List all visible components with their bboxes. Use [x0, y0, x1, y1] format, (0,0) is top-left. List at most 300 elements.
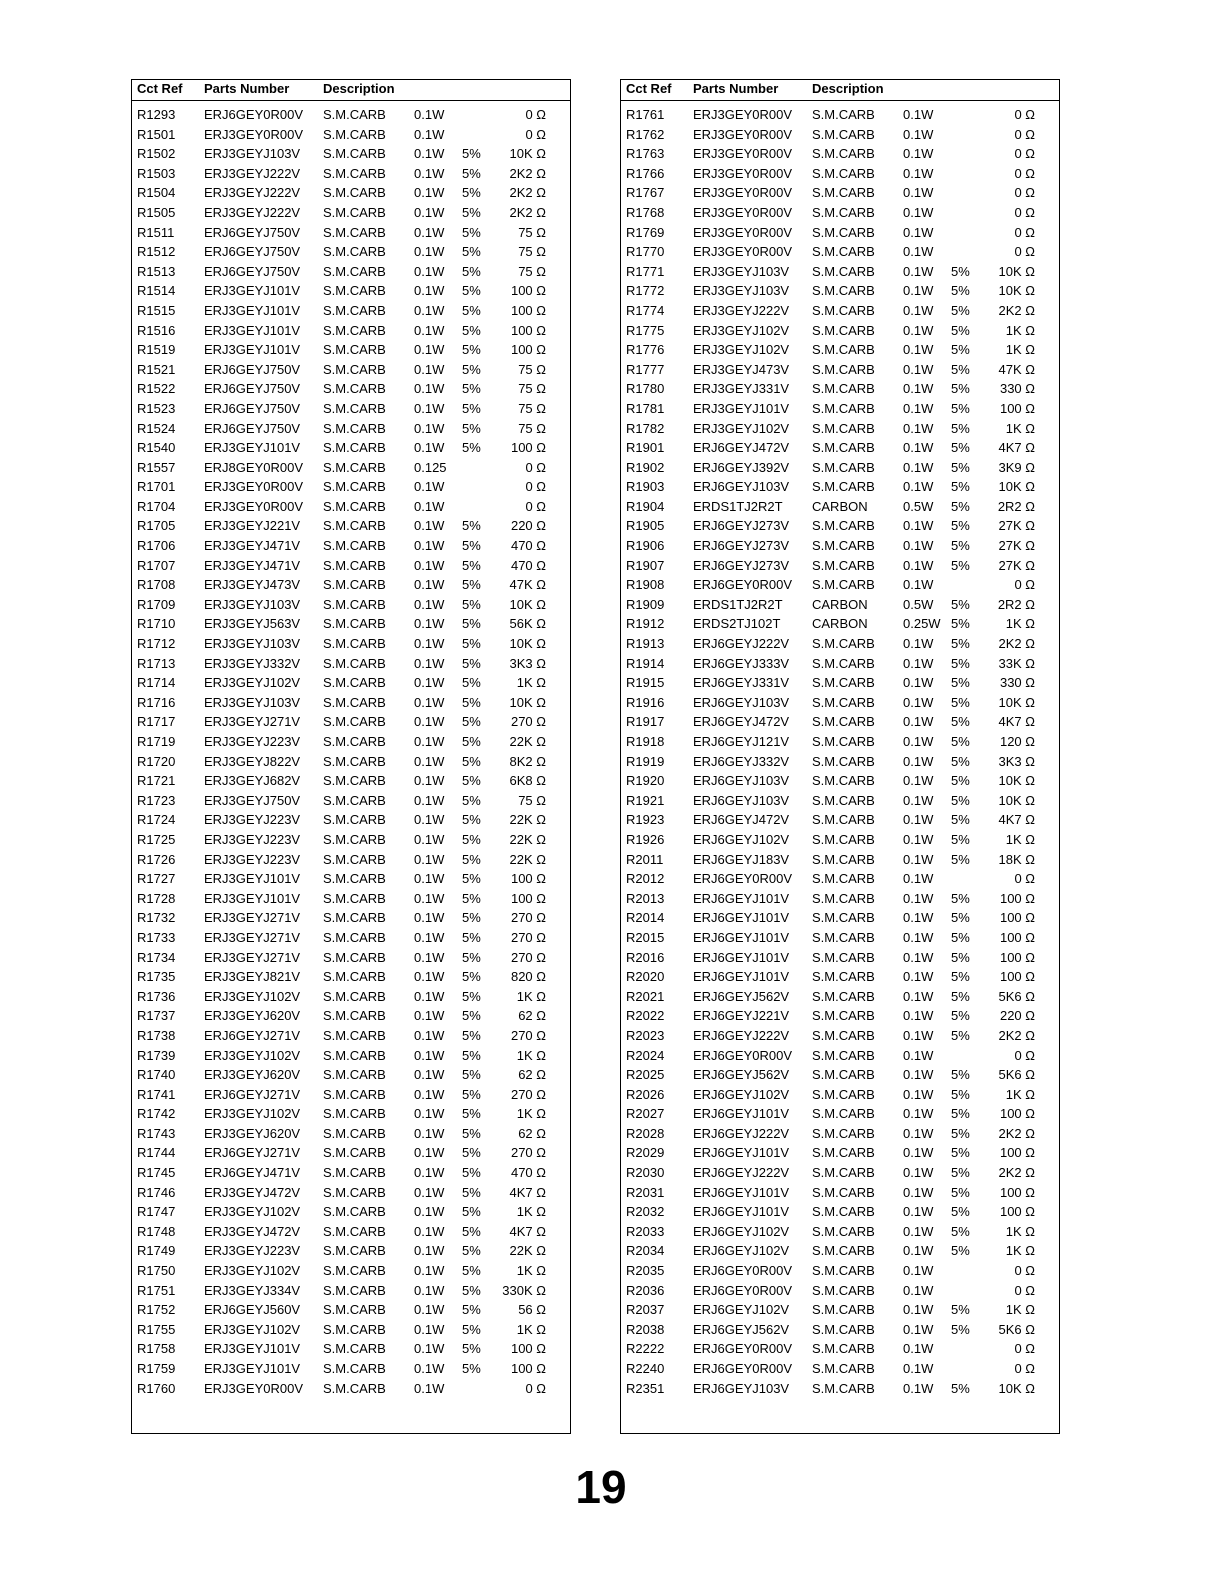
- cell-cct-ref: R2036: [626, 1282, 665, 1298]
- cell-description: S.M.CARB: [323, 1047, 386, 1063]
- cell-value: 10K Ω: [509, 146, 546, 162]
- cell-description: S.M.CARB: [812, 1204, 875, 1220]
- cell-wattage: 0.1W: [903, 1243, 934, 1259]
- cell-value: 10K Ω: [509, 694, 546, 710]
- cell-description: S.M.CARB: [323, 342, 386, 358]
- cell-wattage: 0.1W: [903, 420, 934, 436]
- table-row: [621, 1379, 1059, 1399]
- table-row: [132, 164, 570, 184]
- cell-value: 10K Ω: [998, 263, 1035, 279]
- cell-wattage: 0.1W: [903, 1086, 934, 1102]
- cell-wattage: 0.1W: [903, 1027, 934, 1043]
- cell-cct-ref: R1920: [626, 773, 665, 789]
- table-row: [621, 223, 1059, 243]
- cell-value: 10K Ω: [998, 283, 1035, 299]
- table-row: [132, 693, 570, 713]
- cell-cct-ref: R2023: [626, 1027, 665, 1043]
- cell-parts-number: ERJ6GEYJ103V: [693, 1380, 790, 1396]
- cell-cct-ref: R1557: [137, 459, 176, 475]
- cell-value: 220 Ω: [510, 518, 546, 534]
- cell-tolerance: 5%: [462, 734, 481, 749]
- cell-wattage: 0.1W: [903, 655, 934, 671]
- cell-wattage: 0.1W: [414, 165, 445, 181]
- cell-description: S.M.CARB: [812, 988, 875, 1004]
- cell-description: S.M.CARB: [812, 244, 875, 260]
- table-row: [621, 1085, 1059, 1105]
- cell-value: 100 Ω: [510, 322, 546, 338]
- cell-description: S.M.CARB: [812, 1361, 875, 1376]
- table-row: [621, 869, 1059, 889]
- cell-value: 2K2 Ω: [998, 1027, 1035, 1043]
- cell-value: 3K3 Ω: [509, 655, 546, 671]
- cell-parts-number: ERJ3GEYJ271V: [204, 929, 301, 945]
- cell-value: 0 Ω: [1014, 185, 1035, 201]
- cell-cct-ref: R1747: [137, 1204, 176, 1220]
- cell-tolerance: 5%: [951, 1243, 970, 1259]
- table-row: [132, 830, 570, 850]
- cell-description: S.M.CARB: [812, 871, 875, 887]
- cell-cct-ref: R1293: [137, 107, 176, 122]
- table-row: [621, 712, 1059, 732]
- table-row: [621, 654, 1059, 674]
- table-row: [132, 1163, 570, 1183]
- header-description: Description: [812, 81, 884, 96]
- cell-parts-number: ERJ3GEYJ223V: [204, 1243, 301, 1259]
- cell-parts-number: ERJ6GEYJ103V: [693, 773, 790, 789]
- table-row: [132, 379, 570, 399]
- cell-wattage: 0.1W: [903, 126, 934, 142]
- cell-value: 3K9 Ω: [998, 459, 1035, 475]
- cell-value: 270 Ω: [510, 929, 546, 945]
- cell-cct-ref: R2016: [626, 949, 665, 965]
- cell-cct-ref: R1740: [137, 1067, 176, 1083]
- cell-description: S.M.CARB: [812, 734, 875, 749]
- cell-description: S.M.CARB: [812, 812, 875, 828]
- cell-cct-ref: R1709: [137, 596, 176, 612]
- cell-cct-ref: R1712: [137, 636, 176, 652]
- cell-tolerance: 5%: [462, 1047, 481, 1063]
- cell-description: S.M.CARB: [812, 675, 875, 691]
- cell-wattage: 0.1W: [903, 302, 934, 318]
- cell-tolerance: 5%: [462, 616, 481, 632]
- cell-wattage: 0.1W: [414, 1361, 445, 1376]
- cell-cct-ref: R1516: [137, 322, 176, 338]
- cell-value: 100 Ω: [510, 440, 546, 456]
- cell-parts-number: ERJ3GEYJ223V: [204, 734, 301, 749]
- cell-parts-number: ERJ3GEYJ103V: [204, 596, 301, 612]
- cell-cct-ref: R1502: [137, 146, 176, 162]
- cell-cct-ref: R1513: [137, 263, 176, 279]
- cell-value: 0 Ω: [525, 479, 546, 495]
- cell-description: S.M.CARB: [323, 263, 386, 279]
- table-row: [621, 908, 1059, 928]
- table-row: [132, 1046, 570, 1066]
- table-row: [132, 1085, 570, 1105]
- cell-tolerance: 5%: [951, 714, 970, 730]
- cell-value: 62 Ω: [518, 1125, 546, 1141]
- table-row: [621, 1339, 1059, 1359]
- table-row: [621, 693, 1059, 713]
- table-body: [621, 105, 1059, 1398]
- cell-wattage: 0.1W: [414, 400, 445, 416]
- table-row: [132, 673, 570, 693]
- cell-parts-number: ERJ3GEYJ101V: [204, 440, 301, 456]
- cell-description: S.M.CARB: [323, 675, 386, 691]
- cell-description: S.M.CARB: [323, 1302, 386, 1318]
- cell-wattage: 0.1W: [903, 714, 934, 730]
- cell-parts-number: ERJ6GEY0R00V: [204, 107, 303, 122]
- cell-wattage: 0.1W: [903, 1302, 934, 1318]
- cell-wattage: 0.1W: [414, 1027, 445, 1043]
- cell-description: S.M.CARB: [812, 1243, 875, 1259]
- table-row: [132, 105, 570, 125]
- table-row: [132, 1241, 570, 1261]
- table-row: [621, 164, 1059, 184]
- table-row: [621, 1320, 1059, 1340]
- cell-value: 75 Ω: [518, 244, 546, 260]
- cell-value: 47K Ω: [509, 577, 546, 593]
- cell-description: S.M.CARB: [812, 1027, 875, 1043]
- table-row: [621, 987, 1059, 1007]
- cell-value: 5K6 Ω: [998, 988, 1035, 1004]
- cell-value: 1K Ω: [1005, 1302, 1035, 1318]
- cell-wattage: 0.1W: [414, 871, 445, 887]
- cell-value: 4K7 Ω: [509, 1223, 546, 1239]
- cell-parts-number: ERJ6GEYJ103V: [693, 792, 790, 808]
- cell-description: S.M.CARB: [812, 342, 875, 358]
- cell-value: 100 Ω: [999, 949, 1035, 965]
- table-row: [621, 1006, 1059, 1026]
- cell-cct-ref: R1759: [137, 1361, 176, 1376]
- cell-value: 75 Ω: [518, 224, 546, 240]
- cell-description: S.M.CARB: [812, 1263, 875, 1279]
- cell-description: S.M.CARB: [812, 1086, 875, 1102]
- cell-wattage: 0.1W: [414, 440, 445, 456]
- cell-description: S.M.CARB: [812, 1184, 875, 1200]
- cell-value: 0 Ω: [1014, 126, 1035, 142]
- cell-value: 75 Ω: [518, 792, 546, 808]
- cell-description: S.M.CARB: [323, 792, 386, 808]
- table-row: [132, 223, 570, 243]
- table-row: [132, 1104, 570, 1124]
- cell-description: S.M.CARB: [812, 1321, 875, 1337]
- cell-cct-ref: R1763: [626, 146, 665, 162]
- cell-tolerance: 5%: [951, 518, 970, 534]
- cell-tolerance: 5%: [951, 1106, 970, 1122]
- cell-tolerance: 5%: [951, 773, 970, 789]
- cell-value: 0 Ω: [1014, 871, 1035, 887]
- table-row: [132, 242, 570, 262]
- cell-description: S.M.CARB: [812, 322, 875, 338]
- cell-tolerance: 5%: [951, 1145, 970, 1161]
- cell-parts-number: ERJ6GEYJ222V: [693, 636, 790, 652]
- cell-tolerance: 5%: [462, 1165, 481, 1181]
- table-row: [132, 928, 570, 948]
- cell-tolerance: 5%: [462, 420, 481, 436]
- cell-value: 0 Ω: [525, 498, 546, 514]
- table-row: [132, 1183, 570, 1203]
- cell-description: S.M.CARB: [323, 1263, 386, 1279]
- cell-wattage: 0.1W: [903, 792, 934, 808]
- cell-wattage: 0.1W: [414, 498, 445, 514]
- cell-description: S.M.CARB: [812, 890, 875, 906]
- cell-cct-ref: R1755: [137, 1321, 176, 1337]
- cell-wattage: 0.1W: [414, 479, 445, 495]
- cell-wattage: 0.1W: [414, 1184, 445, 1200]
- cell-tolerance: 5%: [462, 1145, 481, 1161]
- cell-wattage: 0.1W: [414, 734, 445, 749]
- cell-cct-ref: R1733: [137, 929, 176, 945]
- table-row: [621, 673, 1059, 693]
- cell-cct-ref: R1746: [137, 1184, 176, 1200]
- cell-parts-number: ERJ6GEYJ221V: [693, 1008, 790, 1024]
- cell-description: S.M.CARB: [323, 1145, 386, 1161]
- table-row: [621, 1359, 1059, 1379]
- table-row: [132, 1065, 570, 1085]
- cell-value: 0 Ω: [1014, 224, 1035, 240]
- cell-wattage: 0.1W: [414, 655, 445, 671]
- cell-tolerance: 5%: [462, 831, 481, 847]
- cell-value: 75 Ω: [518, 361, 546, 377]
- cell-value: 1K Ω: [1005, 1223, 1035, 1239]
- cell-value: 1K Ω: [1005, 342, 1035, 358]
- table-row: [132, 634, 570, 654]
- cell-wattage: 0.1W: [903, 675, 934, 691]
- cell-wattage: 0.25W: [903, 616, 941, 632]
- table-row: [132, 1320, 570, 1340]
- header-parts-number: Parts Number: [693, 81, 779, 96]
- cell-cct-ref: R2020: [626, 969, 665, 985]
- cell-value: 330 Ω: [999, 675, 1035, 691]
- cell-tolerance: 5%: [462, 871, 481, 887]
- cell-value: 4K7 Ω: [509, 1184, 546, 1200]
- cell-value: 100 Ω: [999, 1106, 1035, 1122]
- cell-parts-number: ERJ6GEYJ101V: [693, 890, 790, 906]
- header-description: Description: [323, 81, 395, 96]
- cell-parts-number: ERJ6GEYJ183V: [693, 851, 790, 867]
- cell-description: S.M.CARB: [323, 714, 386, 730]
- cell-wattage: 0.1W: [414, 636, 445, 652]
- cell-tolerance: 5%: [462, 812, 481, 828]
- cell-description: S.M.CARB: [323, 557, 386, 573]
- cell-tolerance: 5%: [951, 1086, 970, 1102]
- cell-description: S.M.CARB: [323, 969, 386, 985]
- cell-cct-ref: R1769: [626, 224, 665, 240]
- cell-value: 10K Ω: [998, 1380, 1035, 1396]
- cell-value: 0 Ω: [525, 107, 546, 122]
- cell-value: 1K Ω: [516, 1321, 546, 1337]
- cell-parts-number: ERJ3GEYJ222V: [693, 302, 790, 318]
- cell-description: S.M.CARB: [323, 420, 386, 436]
- table-row: [132, 869, 570, 889]
- cell-cct-ref: R1914: [626, 655, 665, 671]
- cell-description: S.M.CARB: [812, 400, 875, 416]
- cell-cct-ref: R2013: [626, 890, 665, 906]
- cell-value: 0 Ω: [1014, 146, 1035, 162]
- cell-value: 75 Ω: [518, 381, 546, 397]
- table-row: [621, 791, 1059, 811]
- cell-cct-ref: R1768: [626, 204, 665, 220]
- cell-description: S.M.CARB: [812, 1145, 875, 1161]
- cell-description: S.M.CARB: [812, 636, 875, 652]
- cell-wattage: 0.5W: [903, 596, 934, 612]
- cell-parts-number: ERJ3GEYJ102V: [204, 1321, 301, 1337]
- cell-description: S.M.CARB: [323, 949, 386, 965]
- cell-wattage: 0.1W: [414, 1165, 445, 1181]
- cell-parts-number: ERJ3GEYJ620V: [204, 1008, 301, 1024]
- cell-cct-ref: R1706: [137, 538, 176, 554]
- cell-cct-ref: R2351: [626, 1380, 665, 1396]
- cell-cct-ref: R1732: [137, 910, 176, 926]
- table-row: [132, 712, 570, 732]
- cell-wattage: 0.1W: [903, 165, 934, 181]
- cell-value: 0 Ω: [1014, 577, 1035, 593]
- cell-tolerance: 5%: [951, 538, 970, 554]
- cell-description: S.M.CARB: [812, 107, 875, 122]
- cell-wattage: 0.1W: [903, 1341, 934, 1357]
- cell-value: 470 Ω: [510, 557, 546, 573]
- cell-description: S.M.CARB: [812, 969, 875, 985]
- cell-description: S.M.CARB: [323, 1361, 386, 1376]
- cell-description: S.M.CARB: [812, 126, 875, 142]
- cell-value: 2K2 Ω: [998, 1165, 1035, 1181]
- cell-wattage: 0.1W: [903, 518, 934, 534]
- cell-cct-ref: R1523: [137, 400, 176, 416]
- table-row: [621, 771, 1059, 791]
- cell-value: 3K3 Ω: [998, 753, 1035, 769]
- cell-cct-ref: R2021: [626, 988, 665, 1004]
- table-row: [621, 889, 1059, 909]
- cell-parts-number: ERJ6GEYJ101V: [693, 1106, 790, 1122]
- cell-tolerance: 5%: [462, 714, 481, 730]
- cell-wattage: 0.1W: [414, 596, 445, 612]
- cell-cct-ref: R1780: [626, 381, 665, 397]
- cell-parts-number: ERJ3GEYJ102V: [204, 1263, 301, 1279]
- cell-description: S.M.CARB: [812, 263, 875, 279]
- cell-cct-ref: R1735: [137, 969, 176, 985]
- cell-cct-ref: R1713: [137, 655, 176, 671]
- cell-value: 0 Ω: [525, 1380, 546, 1396]
- cell-parts-number: ERJ6GEYJ750V: [204, 400, 301, 416]
- cell-parts-number: ERJ6GEY0R00V: [693, 1263, 792, 1279]
- cell-parts-number: ERJ6GEYJ222V: [693, 1165, 790, 1181]
- table-row: [621, 732, 1059, 752]
- table-row: [132, 536, 570, 556]
- cell-cct-ref: R1716: [137, 694, 176, 710]
- table-row: [621, 1300, 1059, 1320]
- cell-wattage: 0.1W: [414, 342, 445, 358]
- cell-tolerance: 5%: [951, 792, 970, 808]
- cell-value: 270 Ω: [510, 1145, 546, 1161]
- cell-wattage: 0.1W: [903, 361, 934, 377]
- cell-parts-number: ERJ3GEYJ102V: [204, 988, 301, 1004]
- cell-parts-number: ERJ3GEYJ101V: [204, 1341, 301, 1357]
- cell-parts-number: ERJ6GEYJ222V: [693, 1125, 790, 1141]
- cell-wattage: 0.1W: [414, 263, 445, 279]
- cell-parts-number: ERJ6GEYJ392V: [693, 459, 790, 475]
- cell-tolerance: 5%: [951, 694, 970, 710]
- cell-tolerance: 5%: [462, 596, 481, 612]
- cell-tolerance: 5%: [951, 283, 970, 299]
- cell-wattage: 0.1W: [414, 1067, 445, 1083]
- table-row: [621, 360, 1059, 380]
- table-row: [132, 203, 570, 223]
- cell-cct-ref: R1739: [137, 1047, 176, 1063]
- cell-cct-ref: R1705: [137, 518, 176, 534]
- table-row: [132, 752, 570, 772]
- cell-description: S.M.CARB: [323, 479, 386, 495]
- cell-cct-ref: R1751: [137, 1282, 176, 1298]
- cell-wattage: 0.1W: [903, 1204, 934, 1220]
- cell-tolerance: 5%: [951, 1223, 970, 1239]
- cell-description: S.M.CARB: [812, 1282, 875, 1298]
- table-row: [132, 262, 570, 282]
- cell-tolerance: 5%: [462, 322, 481, 338]
- cell-cct-ref: R2025: [626, 1067, 665, 1083]
- cell-cct-ref: R1917: [626, 714, 665, 730]
- cell-parts-number: ERJ3GEY0R00V: [693, 126, 792, 142]
- cell-tolerance: 5%: [951, 381, 970, 397]
- cell-cct-ref: R1918: [626, 734, 665, 749]
- cell-cct-ref: R1519: [137, 342, 176, 358]
- cell-tolerance: 5%: [462, 1008, 481, 1024]
- cell-description: S.M.CARB: [323, 107, 386, 122]
- cell-cct-ref: R2031: [626, 1184, 665, 1200]
- cell-description: S.M.CARB: [323, 244, 386, 260]
- cell-cct-ref: R1912: [626, 616, 665, 632]
- cell-parts-number: ERJ3GEY0R00V: [204, 1380, 303, 1396]
- cell-wattage: 0.1W: [903, 890, 934, 906]
- table-row: [132, 144, 570, 164]
- cell-wattage: 0.1W: [903, 263, 934, 279]
- cell-wattage: 0.1W: [903, 1125, 934, 1141]
- cell-cct-ref: R1707: [137, 557, 176, 573]
- cell-value: 10K Ω: [998, 694, 1035, 710]
- cell-cct-ref: R2034: [626, 1243, 665, 1259]
- cell-tolerance: 5%: [951, 655, 970, 671]
- cell-cct-ref: R1750: [137, 1263, 176, 1279]
- cell-tolerance: 5%: [462, 302, 481, 318]
- cell-description: S.M.CARB: [812, 538, 875, 554]
- cell-value: 2R2 Ω: [997, 596, 1035, 612]
- cell-cct-ref: R1524: [137, 420, 176, 436]
- cell-parts-number: ERJ3GEYJ102V: [693, 420, 790, 436]
- cell-parts-number: ERJ6GEY0R00V: [693, 1047, 792, 1063]
- cell-wattage: 0.1W: [903, 107, 934, 122]
- cell-tolerance: 5%: [462, 342, 481, 358]
- cell-tolerance: 5%: [951, 459, 970, 475]
- table-row: [132, 1026, 570, 1046]
- cell-tolerance: 5%: [462, 1282, 481, 1298]
- cell-value: 22K Ω: [509, 1243, 546, 1259]
- cell-wattage: 0.1W: [414, 1125, 445, 1141]
- cell-parts-number: ERJ3GEY0R00V: [693, 165, 792, 181]
- table-row: [132, 1300, 570, 1320]
- cell-cct-ref: R1776: [626, 342, 665, 358]
- cell-wattage: 0.1W: [414, 126, 445, 142]
- cell-parts-number: ERJ3GEYJ271V: [204, 910, 301, 926]
- cell-tolerance: 5%: [951, 596, 970, 612]
- cell-wattage: 0.1W: [903, 479, 934, 495]
- cell-cct-ref: R1761: [626, 107, 665, 122]
- cell-description: S.M.CARB: [812, 929, 875, 945]
- cell-parts-number: ERJ6GEYJ333V: [693, 655, 790, 671]
- cell-parts-number: ERJ3GEYJ750V: [204, 792, 301, 808]
- cell-description: S.M.CARB: [323, 773, 386, 789]
- table-row: [621, 379, 1059, 399]
- cell-tolerance: 5%: [462, 224, 481, 240]
- cell-description: S.M.CARB: [812, 224, 875, 240]
